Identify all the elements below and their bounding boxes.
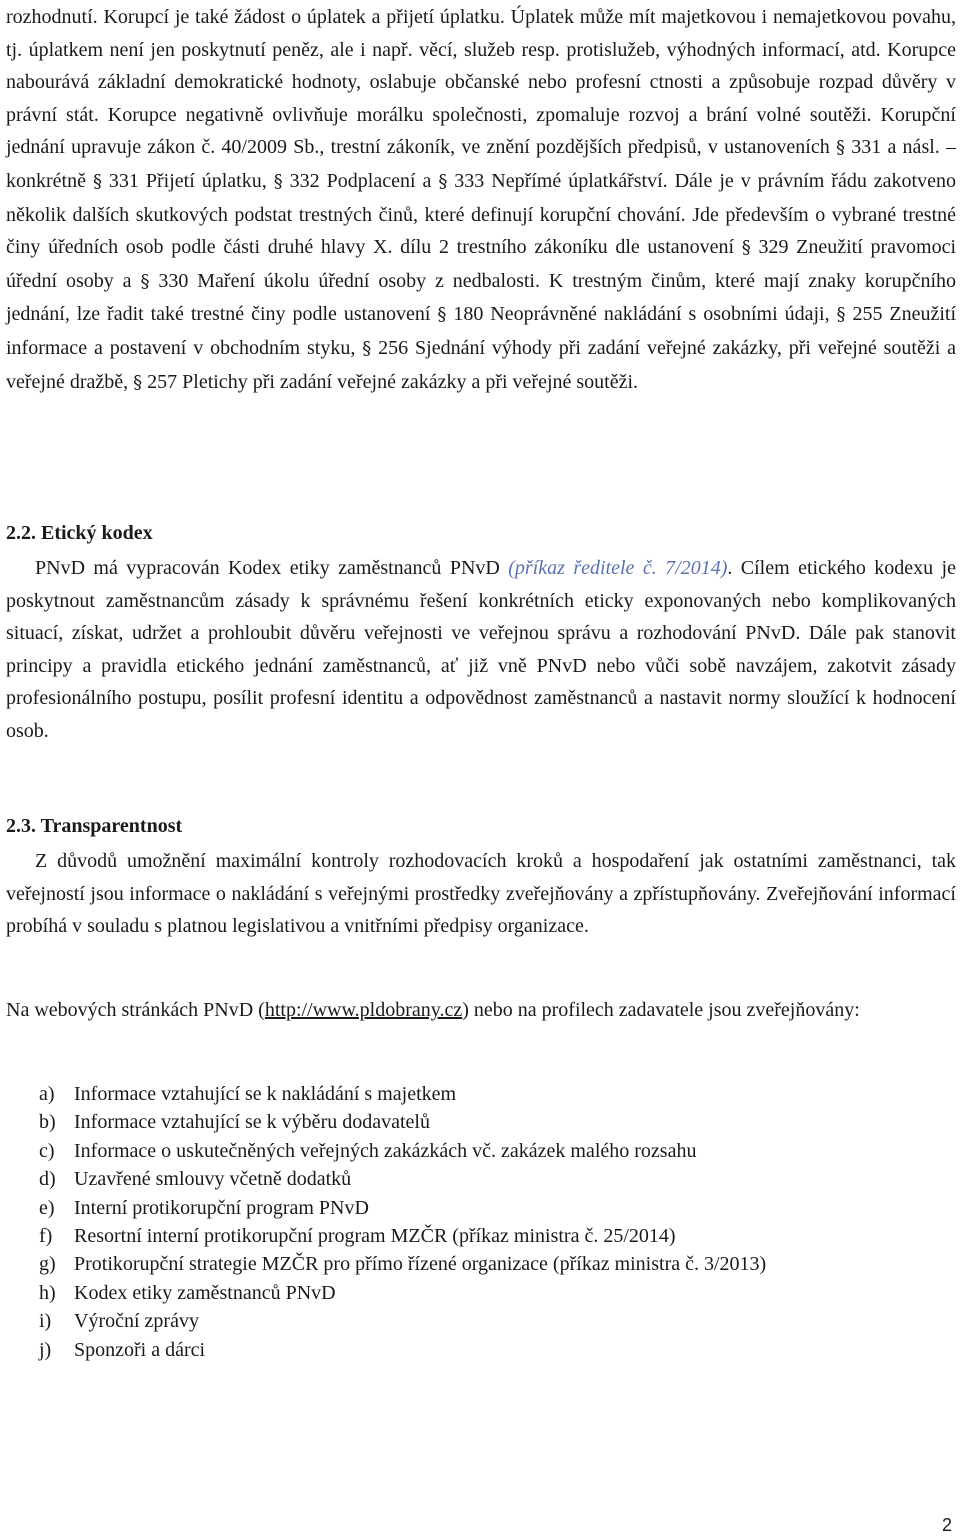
heading-title: Transparentnost [40, 815, 183, 837]
section-sign: § [741, 237, 751, 259]
section-sign: § [836, 304, 846, 326]
section-sign: § [140, 270, 150, 292]
website-text-2: ) nebo na profilech zadavatele jsou zveřejňovány: [462, 999, 860, 1021]
ethics-text-1: PNvD má vypracován Kodex etiky zaměstnanců PNvD [35, 557, 509, 579]
section-sign: § [835, 137, 845, 159]
list-item-label: a) [39, 1083, 55, 1105]
p1-text-g: 330 Maření úkolu úřední osoby z nedbalosti. K trestným činům, které mají znaky korupčního jednání, lze řadit také trestné činy podle ustanovení [6, 269, 957, 326]
list-item [6, 1250, 956, 1278]
list-item-text: Resortní interní protikorupční program MZČR (příkaz ministra č. 25/2014) [74, 1225, 676, 1248]
list-item-label: j) [39, 1338, 52, 1361]
p1-text-h: 180 Neoprávněné nakládání s osobními údaji, [453, 303, 830, 326]
list-item-label: i) [39, 1310, 52, 1333]
list-item-label: c) [39, 1139, 55, 1162]
p1-text-j: 256 Sjednání výhody při zadání veřejné zakázky, při veřejné soutěži a veřejné dražbě, [6, 336, 957, 393]
heading-number: 2.2. [6, 522, 36, 544]
list-item [6, 1336, 956, 1364]
website-text-1: Na webových stránkách PNvD ( [6, 999, 265, 1021]
list-item-label: h) [39, 1281, 56, 1304]
list-item-label: e) [39, 1196, 55, 1219]
heading-transparency [6, 815, 182, 838]
list-item-text: Výroční zprávy [74, 1310, 199, 1333]
list-item-label: d) [39, 1168, 56, 1191]
list-item [6, 1165, 956, 1193]
list-item-text: Uzavřené smlouvy včetně dodatků [74, 1168, 352, 1191]
published-info-list [6, 1080, 956, 1364]
list-item [6, 1080, 956, 1108]
paragraph-ethics-code [6, 552, 956, 748]
p1-text-c: 331 Přijetí úplatku, [108, 169, 267, 192]
p1-text-f: 329 Zneužití pravomoci úřední osoby a [6, 236, 957, 292]
list-item-text: Informace vztahující se k výběru dodavatelů [74, 1111, 430, 1134]
list-item-label: b) [39, 1111, 56, 1134]
list-item-text: Informace o uskutečněných veřejných zakázkách vč. zakázek malého rozsahu [74, 1139, 697, 1162]
transparency-text: Z důvodů umožnění maximální kontroly rozhodovacích kroků a hospodaření jak ostatními zaměstnanci, tak veřejností jsou informace o nakládání s veřejnými prostředky zveřejňovány a zpřístupňovány. Zveřejňování informací probíhá v souladu s platnou legislativou a vnitřními předpisy organizace. [6, 850, 956, 938]
p1-text-a: rozhodnutí. Korupcí je také žádost o úplatek a přijetí úplatku. Úplatek může mít majetkovou i nemajetkovou povahu, tj. úplatkem není jen poskytnutí peněz, ale i např. věcí, služeb resp. protislužeb, výhodných informací, atd. Korupce nabourává základní demokratické hodnoty, oslabuje občanské nebo profesní ctnosti a způsobuje rozpad důvěry v právní stát. Korupce negativně ovlivňuje morálku společnosti, zpomaluje rozvoj a brání volné soutěži. Korupční jednání upravuje zákon č. 40/2009 Sb., trestní zákoník, ve znění pozdějších předpisů, v ustanoveních [6, 6, 956, 159]
section-sign: § [92, 170, 102, 192]
paragraph-website [6, 994, 956, 1027]
list-item-text: Kodex etiky zaměstnanců PNvD [74, 1281, 336, 1304]
paragraph-transparency [6, 845, 956, 943]
p1-text-b: 331 a násl. – konkrétně [6, 136, 957, 192]
ethics-text-2: . Cílem etického kodexu je poskytnout zaměstnancům zásady k správnému řešení konkrétních eticky exponovaných nebo komplikovaných situací, získat, udržet a prohloubit důvěru veřejnosti ve veřejnou správu a rozhodování PNvD. Dále pak stanovit principy a pravidla etického jednání zaměstnanců, ať již vně PNvD nebo vůči sobě navzájem, zakotvit zásady profesionálního postupu, posílit profesní identitu a odpovědnost zaměstnanců a nastavit normy sloužící k hodnocení osob. [6, 557, 956, 742]
paragraph-corruption [6, 1, 956, 399]
ethics-reference: (příkaz ředitele č. 7/2014) [508, 557, 728, 579]
list-item [6, 1279, 956, 1307]
heading-number: 2.3. [6, 815, 36, 837]
list-item-text: Interní protikorupční program PNvD [74, 1196, 369, 1219]
list-item [6, 1194, 956, 1222]
p1-text-k: 257 Pletichy při zadání veřejné zakázky a při veřejné soutěži. [147, 370, 639, 393]
p1-text-e: 333 Nepřímé úplatkářství. Dále je v právním řádu zakotveno několik dalších skutkových podstat trestných činů, které definují korupční chování. Jde především o vybrané trestné činy úředních osob podle části druhé hlavy X. dílu 2 trestního zákoníku dle ustanovení [6, 169, 956, 259]
list-item-text: Informace vztahující se k nakládání s majetkem [74, 1083, 457, 1105]
list-item-text: Sponzoři a dárci [74, 1338, 206, 1361]
list-item-text: Protikorupční strategie MZČR pro přímo řízené organizace (příkaz ministra č. 3/2013) [74, 1253, 767, 1276]
section-sign: § [438, 170, 448, 192]
section-sign: § [133, 371, 143, 393]
list-item [6, 1108, 956, 1136]
p1-text-d: 332 Podplacení a [289, 169, 432, 192]
website-link[interactable]: http://www.pldobrany.cz [264, 999, 463, 1021]
section-sign: § [273, 170, 283, 192]
list-item [6, 1137, 956, 1165]
heading-ethics-code [6, 522, 153, 545]
page-number: 2 [941, 1515, 952, 1535]
p1-text-i: 255 Zneužití informace a postavení v obchodním styku, [6, 303, 957, 359]
list-item-label: g) [39, 1253, 56, 1276]
section-sign: § [437, 304, 447, 326]
section-sign: § [362, 337, 372, 359]
list-item [6, 1307, 956, 1335]
list-item [6, 1222, 956, 1250]
heading-title: Etický kodex [41, 522, 153, 544]
list-item-label: f) [39, 1225, 53, 1248]
